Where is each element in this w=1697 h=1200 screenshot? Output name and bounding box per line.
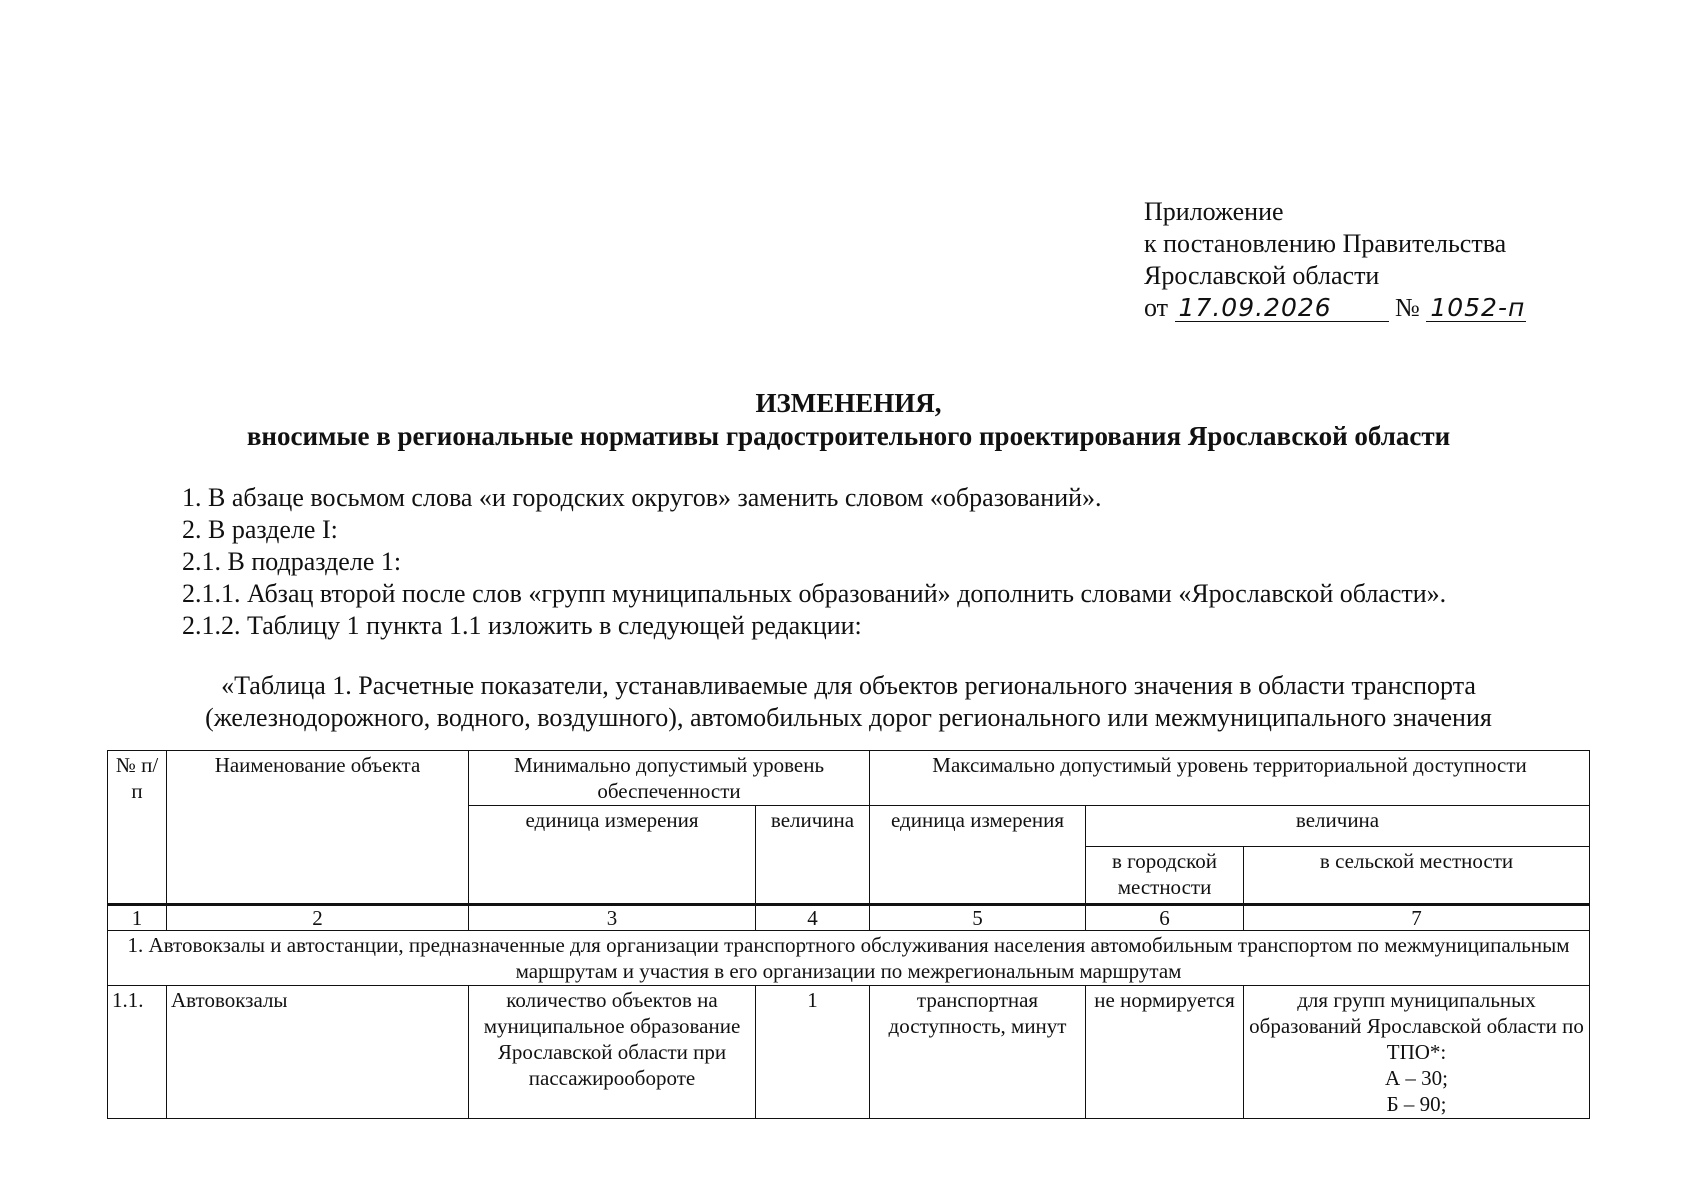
column-number: 6 [1086, 905, 1244, 931]
row-unit-2: транспортная доступность, минут [870, 986, 1086, 1119]
column-number: 3 [469, 905, 756, 931]
row-urban: не нормируется [1086, 986, 1244, 1119]
header-value: величина [756, 806, 870, 905]
header-min-level: Минимально допустимый уровень обеспеченности [469, 751, 870, 806]
amendment-item: 2.1.2. Таблицу 1 пункта 1.1 изложить в следующей редакции: [182, 611, 862, 640]
row-unit: количество объектов на муниципальное образование Ярославской области при пассажирообороте [469, 986, 756, 1119]
date-prefix: от [1144, 293, 1169, 322]
amendment-list [182, 482, 1446, 642]
header-value-2: величина [1086, 806, 1590, 847]
section-row: 1. Автовокзалы и автостанции, предназначенные для организации транспортного обслуживания населения автомобильным транспортом по межмуниципальным маршрутам и участия в его организации по межрегиональным маршрутам [108, 931, 1590, 986]
header-urban: в городской местности [1086, 847, 1244, 905]
column-number: 4 [756, 905, 870, 931]
indicators-table [107, 750, 1590, 1119]
amendment-item: 2.1.1. Абзац второй после слов «групп муниципальных образований» дополнить словами «Ярославской области». [182, 579, 1447, 608]
row-name: Автовокзалы [167, 986, 469, 1119]
rural-line: для групп муниципальных образований Ярославской области по ТПО*: [1249, 988, 1584, 1064]
header-unit: единица измерения [469, 806, 756, 905]
rural-line: Б – 90; [1386, 1092, 1447, 1116]
document-title: ИЗМЕНЕНИЯ, [755, 388, 942, 418]
header-unit-2: единица измерения [870, 806, 1086, 905]
table-caption-line: (железнодорожного, водного, воздушного), автомобильных дорог регионального или межмуниципального значения [205, 703, 1492, 732]
header-num: № п/п [108, 751, 167, 905]
header-rural: в сельской местности [1244, 847, 1590, 905]
table-caption-line: «Таблица 1. Расчетные показатели, устанавливаемые для объектов регионального значения в области транспорта [221, 671, 1476, 700]
amendment-item: 2. В разделе I: [182, 515, 338, 544]
handwritten-date: 17.09.2026 [1175, 295, 1389, 322]
column-number: 1 [108, 905, 167, 931]
appendix-block [1144, 196, 1526, 324]
row-num: 1.1. [108, 986, 167, 1119]
document-subtitle: вносимые в региональные нормативы градостроительного проектирования Ярославской области [246, 421, 1451, 451]
amendment-item: 2.1. В подразделе 1: [182, 547, 402, 576]
column-number: 2 [167, 905, 469, 931]
header-max-level: Максимально допустимый уровень территориальной доступности [870, 751, 1590, 806]
appendix-line: Ярославской области [1144, 261, 1380, 290]
appendix-date-line [1144, 292, 1526, 324]
column-number: 5 [870, 905, 1086, 931]
handwritten-number: 1052-п [1426, 295, 1526, 322]
table-row [108, 986, 1590, 1119]
row-value: 1 [756, 986, 870, 1119]
rural-line: А – 30; [1385, 1066, 1449, 1090]
number-sign: № [1395, 293, 1420, 322]
amendment-item: 1. В абзаце восьмом слова «и городских округов» заменить словом «образований». [182, 483, 1102, 512]
appendix-line: к постановлению Правительства [1144, 229, 1507, 258]
column-number: 7 [1244, 905, 1590, 931]
row-rural [1244, 986, 1590, 1119]
header-name: Наименование объекта [167, 751, 469, 905]
appendix-line: Приложение [1144, 197, 1284, 226]
